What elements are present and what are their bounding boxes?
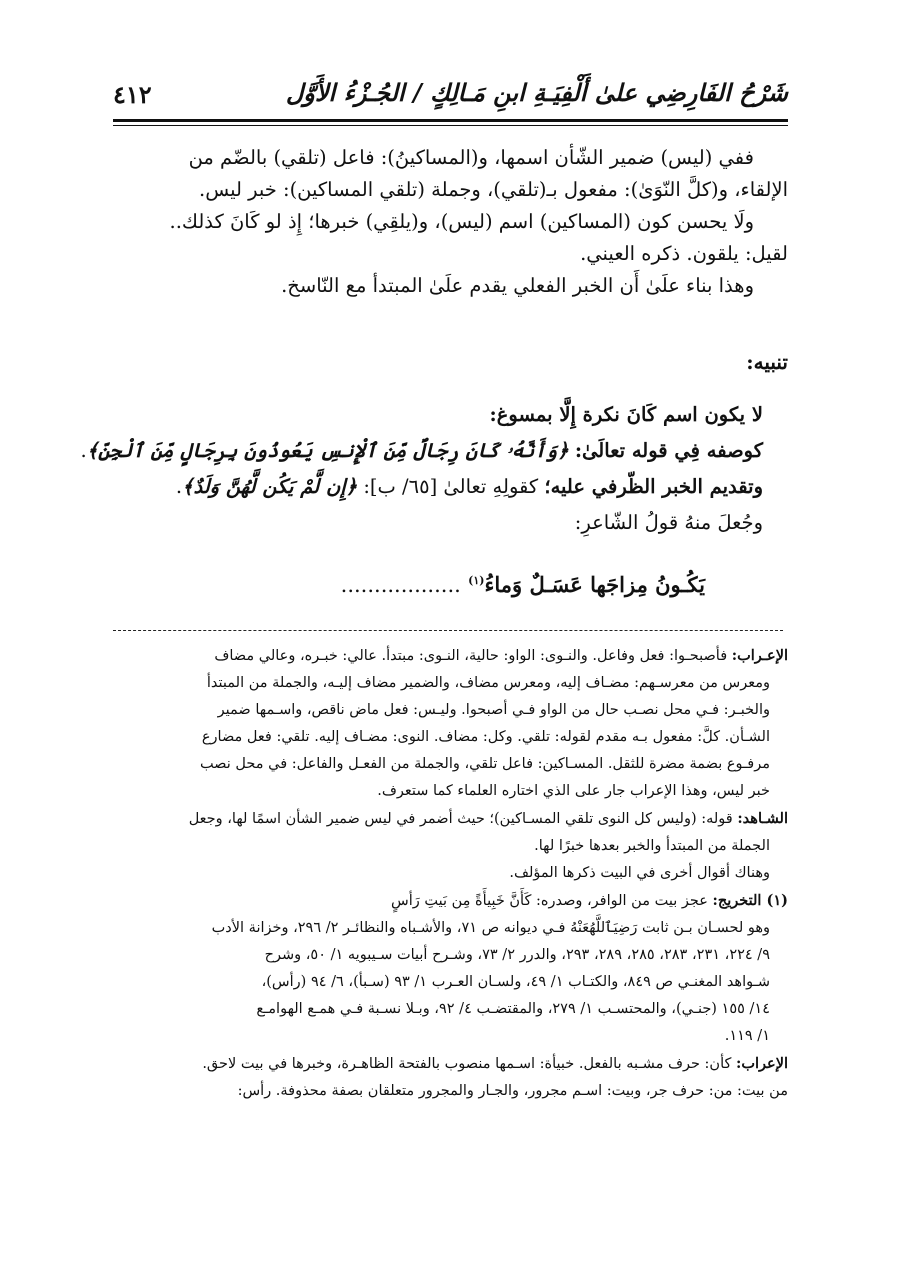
footnote-text: كأن: حرف مشـبه بالفعل. خبيأة: اسـمها منصوب بالفتحة الظاهـرة، وخبرها في بيت لاحق. (202, 1056, 737, 1072)
footnote-text: الشـأن. كلَّ: مفعول بـه مقدم لقوله: تلقي. وكل: مضاف. النوى: مضـاف إليه. تلقي: فعل مضارع (201, 729, 770, 745)
text-line: لقيل: يلقون. ذكره العيني. (580, 242, 788, 265)
footnote-text: قوله: (وليس كل النوى تلقي المسـاكين)؛ حيث أضمر في ليس ضمير الشأن اسمًا لها، وجعل (188, 811, 738, 827)
period: . (175, 475, 183, 498)
text-line: ولَا يحسن كون (المساكين) اسم (ليس)، و(يلقِي) خبرها؛ إِذ لو كَانَ كذلك.. (169, 210, 754, 233)
footnote-line (113, 1078, 788, 1105)
example-prefix: وتقديم الخبر الظّرفي عليه؛ (544, 475, 763, 498)
page-header (113, 70, 788, 120)
example-middle: كقولِهِ تعالىٰ [٦٥/ ب]: (363, 475, 539, 498)
header-rule (113, 119, 788, 122)
footnote-text: خبر ليس، وهذا الإعراب جار على الذي اختاره العلماء كما ستعرف. (377, 783, 770, 799)
quran-verse: ﴿إِن لَّمْ يَكُن لَّهُنَّ وَلَدٌ﴾ (182, 475, 358, 498)
footnote-line (113, 1050, 788, 1078)
text-line: وهذا بناء علَىٰ أَن الخبر الفعلي يقدم علَىٰ المبتدأ مع النّاسخ. (281, 274, 754, 297)
quran-verse: ﴿وَأَنَّهُۥ كَانَ رِجَالٌ مِّنَ ٱلْإِنسِ يَعُوذُونَ بِرِجَالٍ مِّنَ ٱلْجِنِّ﴾ (86, 439, 569, 462)
footnote-line (113, 996, 788, 1023)
footnote-marker: (١) (468, 574, 485, 587)
footnote-text: ومعرس من معرسـهم: مضـاف إليه، ومعرس مضاف، والضمير مضاف إليـه، والجملة من المبتدأ (206, 675, 770, 691)
footnote-text: وهناك أقوال أخرى في البيت ذكرها المؤلف. (509, 865, 770, 881)
footnotes (113, 642, 788, 1105)
footnote-text: ٩/ ٢٢٤، ٢٣١، ٢٨٣، ٢٨٥، ٢٨٩، ٢٩٣، والدرر ٢/ ٧٣، وشـرح أبيات سـيبويه ١/ ٥٠، وشرح (264, 947, 770, 963)
footnote-text: مرفـوع بضمة مضرة للثقل. المسـاكين: فاعل تلقي، والجملة من الفعـل والفاعل: في محل نصب (199, 756, 770, 772)
footnote-divider (113, 630, 783, 631)
footnote-text: عجز بيت من الوافر، وصدره: كَأَنَّ خَبِيأَةً مِن بَيتِ رَأسٍ (391, 893, 713, 909)
footnote-text: الجملة من المبتدأ والخبر بعدها خبرًا لها. (534, 838, 770, 854)
running-title: شَرْحُ الفَارِضِي علىٰ أَلْفِيَـةِ ابنِ مَـالِكٍ / الجُـزْءُ الأَوَّل (285, 78, 788, 107)
example-line (80, 433, 763, 469)
period: . (80, 439, 87, 462)
footnote-line (113, 969, 788, 996)
footnote-text: ١/ ١١٩. (724, 1028, 770, 1044)
page-number: ٤١٢ (113, 80, 152, 109)
footnote-line (113, 805, 788, 833)
example-prefix: كوصفه فِي قوله تعالَىٰ: (574, 439, 763, 462)
verse-text: يَكُـونُ مِزاجَها عَسَـلٌ وَماءُ (484, 572, 705, 597)
main-text (113, 142, 788, 302)
footnote-text: شـواهد المغنـي ص ٨٤٩، والكتـاب ١/ ٤٩، ولسـان العـرب ١/ ٩٣ (سـبأ)، ٦/ ٩٤ (رأس)، (261, 974, 770, 990)
text-line: ففي (ليس) ضمير الشّأن اسمها، و(المساكينُ): فاعل (تلقي) بالضّم من (188, 146, 754, 169)
footnote-line (113, 670, 788, 697)
rule-line: لا يكون اسم كَانَ نكرة إِلَّا بمسوغ: (489, 403, 763, 426)
verse-dots: .................. (340, 573, 461, 597)
footnote-line (113, 860, 788, 887)
footnote-line (113, 751, 788, 778)
footnote-text: وهو لحسـان بـن ثابت رَضِيَٱللَّهُعَنْهُ فـي ديوانه ص ٧١، والأشـباه والنظائـر ٢/ ٢٩٦، وخزانة الأدب (211, 920, 770, 936)
footnote-text: والخبـر: فـي محل نصـب حال من الواو فـي أصبحوا. وليـس: فعل ماض ناقص، واسـمها ضمير (217, 702, 770, 718)
footnote-line (113, 697, 788, 724)
note-block (80, 397, 763, 541)
footnote-line (113, 887, 788, 915)
footnote-label: الشـاهد: (737, 810, 788, 827)
footnote-line (113, 724, 788, 751)
footnote-line (113, 778, 788, 805)
text-line: الإلقاء، و(كلَّ النّوَىٰ): مفعول بـ(تلقي)، وجملة (تلقي المساكين): خبر ليس. (199, 178, 788, 201)
footnote-text: من بيت: من: حرف جر، وبيت: اسـم مجرور، والجـار والمجرور متعلقان بصفة محذوفة. رأس: (237, 1083, 788, 1099)
note-heading: تنبيه: (746, 350, 788, 374)
example-line (113, 469, 763, 505)
footnote-line (113, 1023, 788, 1050)
footnote-label: الإعراب: (736, 1055, 788, 1072)
footnote-line (113, 942, 788, 969)
footnote-text: فأصبحـوا: فعل وفاعل. والنـوى: الواو: حالية، النـوى: مبتدأ. عالي: خبـره، وعالي مضاف (214, 648, 732, 664)
footnote-label: الإعـراب: (731, 647, 788, 664)
poet-line: وجُعلَ منهُ قولُ الشّاعرِ: (574, 511, 763, 534)
footnote-label: (١) التخريج: (712, 892, 788, 909)
footnote-line (113, 915, 788, 942)
footnote-line (113, 833, 788, 860)
poetry-verse (303, 572, 705, 597)
footnote-line (113, 642, 788, 670)
header-rule-thin (113, 125, 788, 126)
footnote-text: ١٤/ ١٥٥ (جنـي)، والمحتسـب ١/ ٢٧٩، والمقتضـب ٤/ ٩٢، وبـلا نسـبة فـي همـع الهوامـع (256, 1001, 770, 1017)
